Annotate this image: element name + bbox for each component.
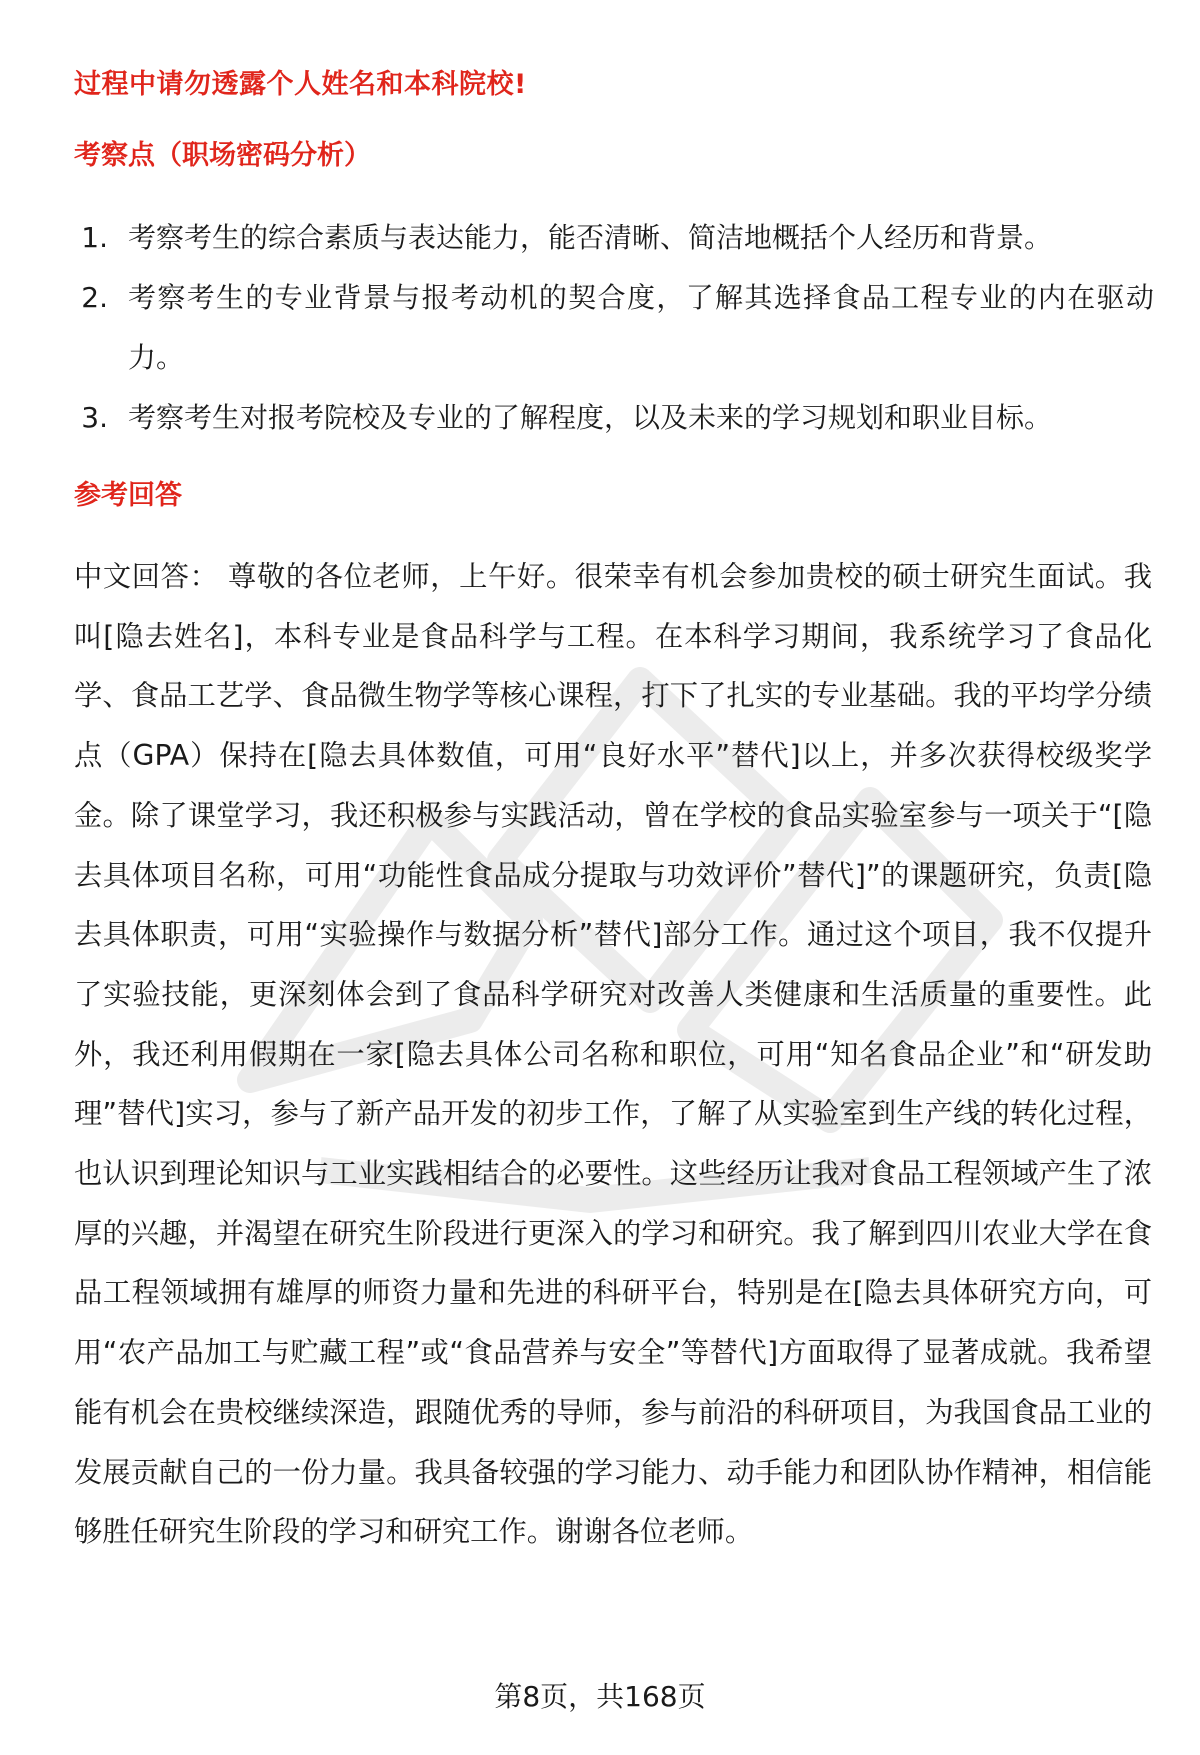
list-item (74, 388, 1154, 448)
list-item (74, 268, 1154, 388)
list-item (74, 208, 1154, 268)
list-item-text: 考察考生的综合素质与表达能力，能否清晰、简洁地概括个人经历和背景。 (128, 221, 1053, 254)
list-item-number: 2. (81, 281, 108, 314)
privacy-warning: 过程中请勿透露个人姓名和本科院校! (74, 69, 527, 100)
section-heading-answer: 参考回答 (74, 480, 182, 511)
list-item-number: 3. (81, 401, 108, 434)
list-item-text: 考察考生对报考院校及专业的了解程度，以及未来的学习规划和职业目标。 (128, 401, 1053, 434)
section-heading-points: 考察点（职场密码分析） (74, 140, 371, 171)
answer-paragraph: 中文回答： 尊敬的各位老师，上午好。很荣幸有机会参加贵校的硕士研究生面试。我叫[隐去姓名]，本科专业是食品科学与工程。在本科学习期间，我系统学习了食品化学、食品工艺学、食品微生物学等核心课程，打下了扎实的专业基础。我的平均学分绩点（GPA）保持在[隐去具体数值，可用“良好水平”替代]以上，并多次获得校级奖学金。除了课堂学习，我还积极参与实践活动，曾在学校的食品实验室参与一项关于“[隐去具体项目名称，可用“功能性食品成分提取与功效评价”替代]”的课题研究，负责[隐去具体职责，可用“实验操作与数据分析”替代]部分工作。通过这个项目，我不仅提升了实验技能，更深刻体会到了食品科学研究对改善人类健康和生活质量的重要性。此外，我还利用假期在一家[隐去具体公司名称和职位，可用“知名食品企业”和“研发助理”替代]实习，参与了新产品开发的初步工作，了解了从实验室到生产线的转化过程，也认识到理论知识与工业实践相结合的必要性。这些经历让我对食品工程领域产生了浓厚的兴趣，并渴望在研究生阶段进行更深入的学习和研究。我了解到四川农业大学在食品工程领域拥有雄厚的师资力量和先进的科研平台，特别是在[隐去具体研究方向，可用“农产品加工与贮藏工程”或“食品营养与安全”等替代]方面取得了显著成就。我希望能有机会在贵校继续深造，跟随优秀的导师，参与前沿的科研项目，为我国食品工业的发展贡献自己的一份力量。我具备较强的学习能力、动手能力和团队协作精神，相信能够胜任研究生阶段的学习和研究工作。谢谢各位老师。 (74, 560, 1152, 1549)
page-number: 第8页，共168页 (494, 1680, 706, 1713)
list-item-text: 考察考生的专业背景与报考动机的契合度，了解其选择食品工程专业的内在驱动力。 (128, 281, 1154, 374)
points-list (74, 208, 1154, 448)
list-item-number: 1. (81, 221, 108, 254)
